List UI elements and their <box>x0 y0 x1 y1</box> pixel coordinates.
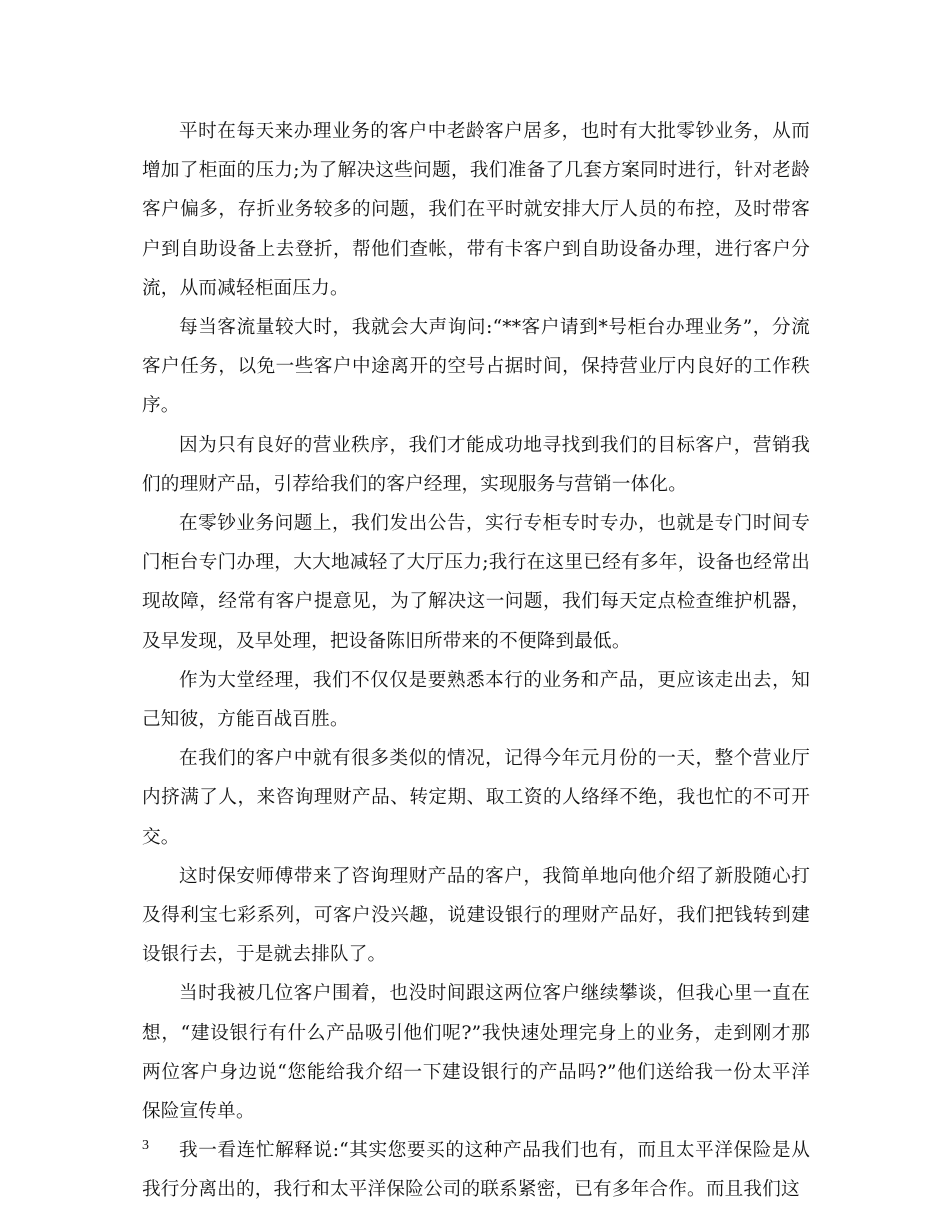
paragraph-5: 作为大堂经理，我们不仅仅是要熟悉本行的业务和产品，更应该走出去，知己知彼，方能百战百胜。 <box>142 669 810 731</box>
paragraph-6: 在我们的客户中就有很多类似的情况，记得今年元月份的一天，整个营业厅内挤满了人，来咨询理财产品、转定期、取工资的人络绎不绝，我也忙的不可开交。 <box>142 748 810 848</box>
paragraph-3: 因为只有良好的营业秩序，我们才能成功地寻找到我们的目标客户，营销我们的理财产品，引荐给我们的客户经理，实现服务与营销一体化。 <box>142 434 810 495</box>
paragraph-7: 这时保安师傅带来了咨询理财产品的客户，我简单地向他介绍了新股随心打及得利宝七彩系列，可客户没兴趣，说建设银行的理财产品好，我们把钱转到建设银行去，于是就去排队了。 <box>142 865 810 966</box>
paragraph-9: 我一看连忙解释说:“其实您要买的这种产品我们也有，而且太平洋保险是从我行分离出的，我行和太平洋保险公司的联系紧密，已有多年合作。而且我们这 <box>142 1140 810 1201</box>
paragraph-1: 平时在每天来办理业务的客户中老龄客户居多，也时有大批零钞业务，从而增加了柜面的压力;为了解决这些问题，我们准备了几套方案同时进行，针对老龄客户偏多，存折业务较多的问题，我们在平时就安排大厅人员的布控，及时带客户到自助设备上去登折，帮他们查帐，带有卡客户到自助设备办理，进行客户分流，从而减轻柜面压力。 <box>142 121 810 299</box>
document-body <box>142 112 810 1210</box>
paragraph-8: 当时我被几位客户围着，也没时间跟这两位客户继续攀谈，但我心里一直在想，“建设银行有什么产品吸引他们呢?”我快速处理完身上的业务，走到刚才那两位客户身边说“您能给我介绍一下建设银行的产品吗?”他们送给我一份太平洋保险宣传单。 <box>142 983 810 1123</box>
paragraph-4: 在零钞业务问题上，我们发出公告，实行专柜专时专办，也就是专门时间专门柜台专门办理，大大地减轻了大厅压力;我行在这里已经有多年，设备也经常出现故障，经常有客户提意见，为了解决这一问题，我们每天定点检查维护机器，及早发现，及早处理，把设备陈旧所带来的不便降到最低。 <box>142 513 810 652</box>
page-number: 3 <box>142 1138 149 1153</box>
paragraph-2: 每当客流量较大时，我就会大声询问:“**客户请到*号柜台办理业务”，分流客户任务，以免一些客户中途离开的空号占据时间，保持营业厅内良好的工作秩序。 <box>142 317 810 417</box>
